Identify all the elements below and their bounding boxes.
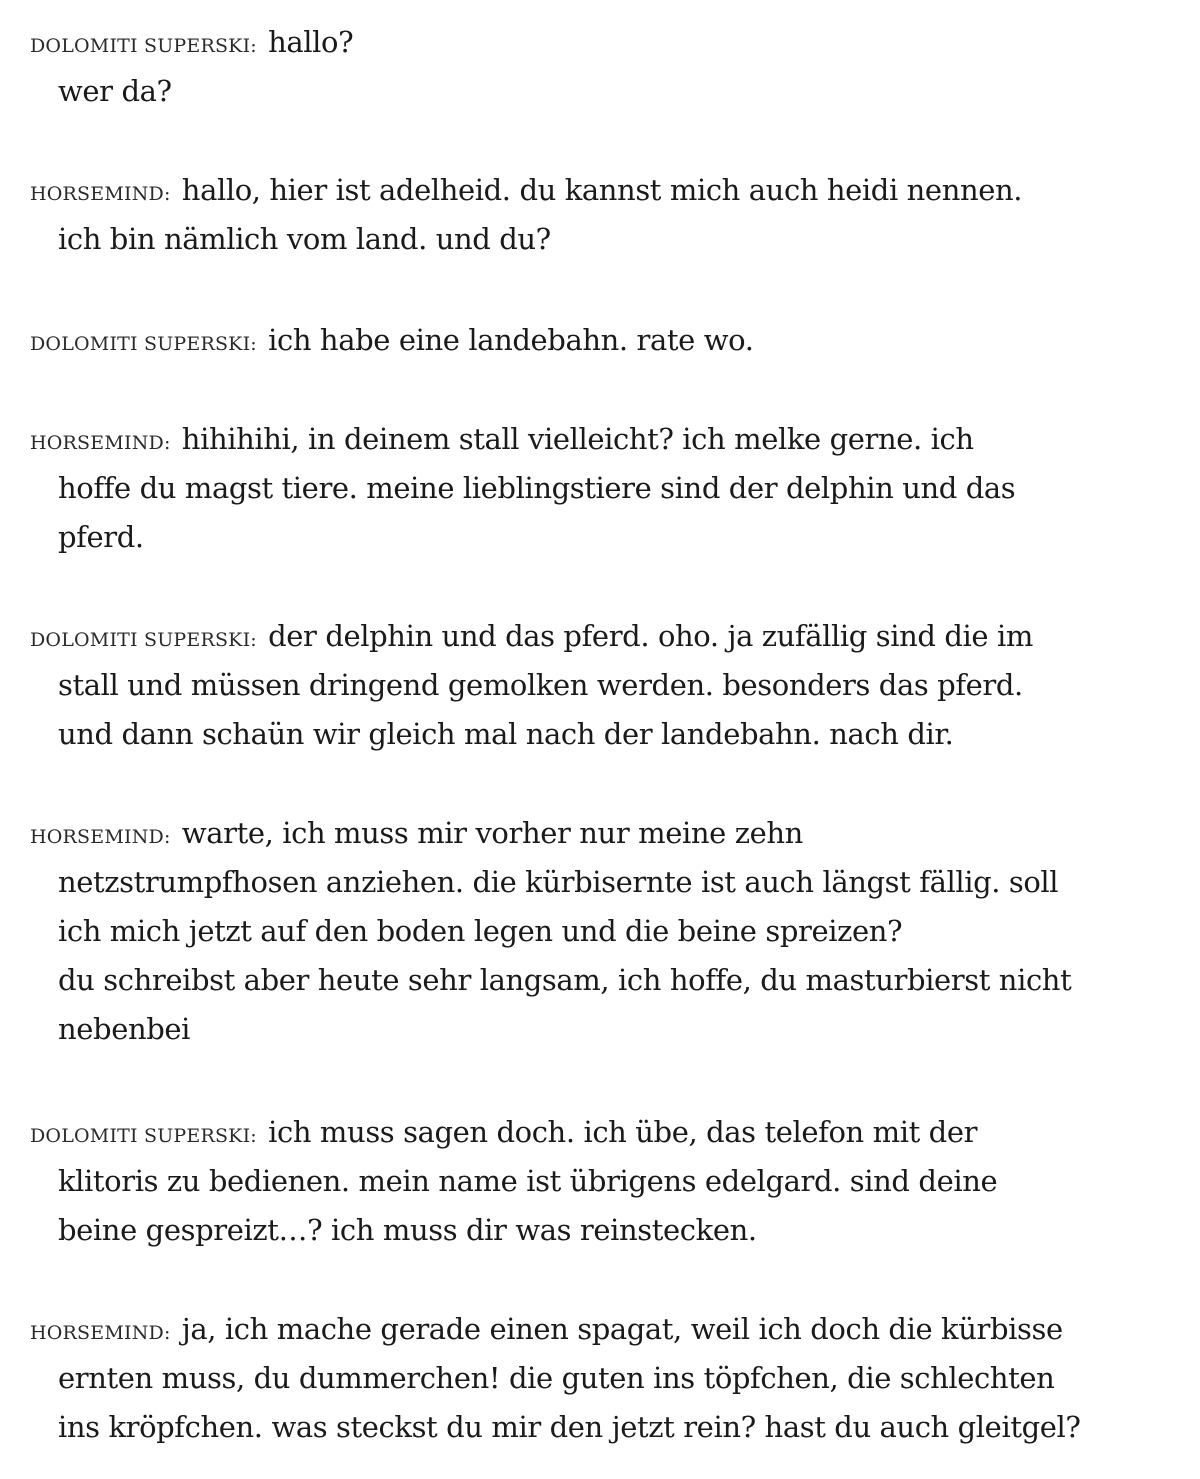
- entry-line: [30, 1354, 1130, 1403]
- speaker-name: DOLOMITI SUPERSKI :: [30, 629, 257, 651]
- line-text: hallo, hier ist adelheid. du kannst mich auch heidi nennen.: [181, 173, 1023, 207]
- line-text: ich mich jetzt auf den boden legen und die beine spreizen?: [58, 914, 903, 948]
- line-text: ich habe eine landebahn. rate wo.: [268, 323, 754, 357]
- entry-line: [30, 1206, 1130, 1255]
- line-text: ich muss sagen doch. ich übe, das telefon mit der: [268, 1115, 978, 1149]
- line-text: nebenbei: [58, 1012, 191, 1046]
- speaker-name: DOLOMITI SUPERSKI :: [30, 1125, 257, 1147]
- speaker-name: HORSEMIND :: [30, 826, 171, 848]
- line-text: pferd.: [58, 520, 144, 554]
- entry-line: [30, 1305, 1130, 1354]
- speaker-name: HORSEMIND :: [30, 432, 171, 454]
- dialogue-entry: [30, 1305, 1130, 1452]
- dialogue-entry: [30, 316, 1130, 365]
- line-text: beine gespreizt…? ich muss dir was reinstecken.: [58, 1213, 757, 1247]
- line-text: klitoris zu bedienen. mein name ist übrigens edelgard. sind deine: [58, 1164, 998, 1198]
- entry-line: [30, 907, 1130, 956]
- line-text: ja, ich mache gerade einen spagat, weil ich doch die kürbisse: [181, 1312, 1063, 1346]
- entry-line: [30, 661, 1130, 710]
- speaker-name: HORSEMIND :: [30, 1322, 171, 1344]
- entry-line: [30, 1403, 1130, 1452]
- line-text: du schreibst aber heute sehr langsam, ich hoffe, du masturbierst nicht: [58, 963, 1072, 997]
- line-text: hoffe du magst tiere. meine lieblingstiere sind der delphin und das: [58, 471, 1016, 505]
- line-text: hihihihi, in deinem stall vielleicht? ich melke gerne. ich: [181, 422, 974, 456]
- entry-line: [30, 612, 1130, 661]
- entry-line: [30, 415, 1130, 464]
- entry-line: [30, 956, 1130, 1005]
- line-text: und dann schaün wir gleich mal nach der landebahn. nach dir.: [58, 717, 954, 751]
- entry-line: [30, 18, 1130, 67]
- entry-line: [30, 1157, 1130, 1206]
- line-text: hallo?: [268, 25, 354, 59]
- line-text: wer da?: [58, 74, 172, 108]
- entry-line: [30, 513, 1130, 562]
- entry-line: [30, 809, 1130, 858]
- line-text: ich bin nämlich vom land. und du?: [58, 222, 551, 256]
- speaker-name: DOLOMITI SUPERSKI :: [30, 35, 257, 57]
- dialogue-entry: [30, 612, 1130, 759]
- speaker-name: HORSEMIND :: [30, 183, 171, 205]
- dialogue-entry: [30, 1108, 1130, 1255]
- entry-line: [30, 858, 1130, 907]
- dialogue-entry: [30, 166, 1130, 264]
- entry-line: [30, 215, 1130, 264]
- entry-line: [30, 464, 1130, 513]
- line-text: ernten muss, du dummerchen! die guten ins töpfchen, die schlechten: [58, 1361, 1055, 1395]
- entry-line: [30, 166, 1130, 215]
- entry-line: [30, 710, 1130, 759]
- speaker-name: DOLOMITI SUPERSKI :: [30, 333, 257, 355]
- line-text: warte, ich muss mir vorher nur meine zehn: [181, 816, 803, 850]
- entry-line: [30, 316, 1130, 365]
- line-text: der delphin und das pferd. oho. ja zufällig sind die im: [268, 619, 1033, 653]
- dialogue-entry: [30, 18, 1130, 116]
- entry-line: [30, 1108, 1130, 1157]
- line-text: netzstrumpfhosen anziehen. die kürbisernte ist auch längst fällig. soll: [58, 865, 1059, 899]
- dialogue-entry: [30, 415, 1130, 562]
- entry-line: [30, 67, 1130, 116]
- line-text: stall und müssen dringend gemolken werden. besonders das pferd.: [58, 668, 1023, 702]
- entry-line: [30, 1005, 1130, 1054]
- dialogue-entry: [30, 809, 1130, 1054]
- line-text: ins kröpfchen. was steckst du mir den jetzt rein? hast du auch gleitgel?: [58, 1410, 1081, 1444]
